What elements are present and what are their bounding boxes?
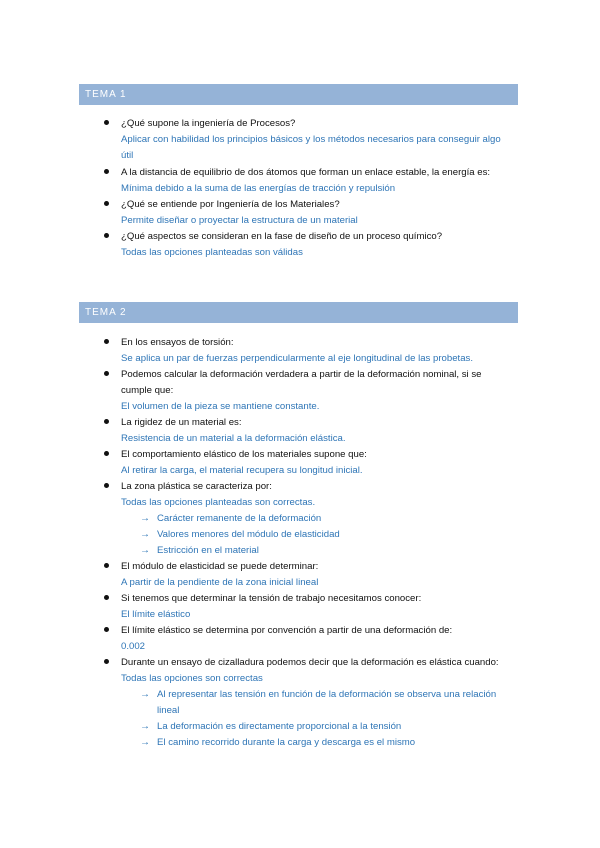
section-header-tema-1: TEMA 1 <box>79 84 518 105</box>
answer-text: Todas las opciones son correctas <box>121 673 263 684</box>
answer-text: El volumen de la pieza se mantiene constante. <box>121 401 320 412</box>
arrow-right-icon: → <box>140 513 150 524</box>
section-header-tema-2: TEMA 2 <box>79 302 518 323</box>
question-text: En los ensayos de torsión: <box>121 337 234 348</box>
question-item <box>0 367 600 415</box>
question-text: A la distancia de equilibrio de dos átomos que forman un enlace estable, la energía es: <box>121 167 491 178</box>
sub-option-list <box>121 687 514 751</box>
bullet-icon <box>104 563 109 568</box>
answer-text: Mínima debido a la suma de las energías de tracción y repulsión <box>121 183 396 194</box>
bullet-icon <box>104 233 109 238</box>
question-text: El módulo de elasticidad se puede determinar: <box>121 561 319 572</box>
answer-text: Resistencia de un material a la deformación elástica. <box>121 433 346 444</box>
question-item <box>0 165 600 197</box>
question-item <box>0 447 600 479</box>
question-item <box>0 197 600 229</box>
bullet-icon <box>104 201 109 206</box>
sub-option <box>121 543 514 559</box>
sub-option <box>121 511 514 527</box>
bullet-icon <box>104 169 109 174</box>
bullet-icon <box>104 627 109 632</box>
question-text: La zona plástica se caracteriza por: <box>121 481 272 492</box>
sub-option-text: Carácter remanente de la deformación <box>157 513 322 524</box>
answer-text: Todas las opciones planteadas son válidas <box>121 247 303 258</box>
bullet-icon <box>104 339 109 344</box>
question-item <box>0 415 600 447</box>
answer-text: Al retirar la carga, el material recupera su longitud inicial. <box>121 465 363 476</box>
question-text: ¿Qué se entiende por Ingeniería de los Materiales? <box>121 199 340 210</box>
arrow-right-icon: → <box>140 529 150 540</box>
question-item <box>0 623 600 655</box>
question-item <box>0 229 600 261</box>
arrow-right-icon: → <box>140 721 150 732</box>
question-text: Durante un ensayo de cizalladura podemos decir que la deformación es elástica cuando: <box>121 657 499 668</box>
question-text: La rigidez de un material es: <box>121 417 242 428</box>
question-list-tema-1 <box>0 116 600 261</box>
sub-option <box>121 735 514 751</box>
sub-option-text: El camino recorrido durante la carga y descarga es el mismo <box>157 737 416 748</box>
question-text: ¿Qué supone la ingeniería de Procesos? <box>121 118 296 129</box>
answer-text: A partir de la pendiente de la zona inicial lineal <box>121 577 319 588</box>
question-item <box>0 591 600 623</box>
question-text: El límite elástico se determina por convención a partir de una deformación de: <box>121 625 453 636</box>
bullet-icon <box>104 371 109 376</box>
answer-text: Todas las opciones planteadas son correctas. <box>121 497 316 508</box>
question-item <box>0 479 600 559</box>
sub-option-text: La deformación es directamente proporcional a la tensión <box>157 721 402 732</box>
question-text: El comportamiento elástico de los materiales supone que: <box>121 449 367 460</box>
question-list-tema-2 <box>0 335 600 751</box>
answer-text: Se aplica un par de fuerzas perpendicularmente al eje longitudinal de las probetas. <box>121 353 473 364</box>
answer-text: 0.002 <box>121 641 146 652</box>
question-text: ¿Qué aspectos se consideran en la fase de diseño de un proceso químico? <box>121 231 443 242</box>
sub-option-text: Valores menores del módulo de elasticidad <box>157 529 340 540</box>
sub-option-list <box>121 511 514 559</box>
arrow-right-icon: → <box>140 689 150 700</box>
bullet-icon <box>104 120 109 125</box>
sub-option-text: Al representar las tensión en función de la deformación se observa una relación lineal <box>157 689 497 716</box>
sub-option <box>121 527 514 543</box>
bullet-icon <box>104 659 109 664</box>
bullet-icon <box>104 451 109 456</box>
bullet-icon <box>104 483 109 488</box>
answer-text: Aplicar con habilidad los principios básicos y los métodos necesarios para conseguir algo útil <box>121 134 501 161</box>
sub-option-text: Estricción en el material <box>157 545 259 556</box>
bullet-icon <box>104 419 109 424</box>
sub-option <box>121 687 514 719</box>
answer-text: El límite elástico <box>121 609 191 620</box>
sub-option <box>121 719 514 735</box>
question-item <box>0 335 600 367</box>
question-item <box>0 559 600 591</box>
bullet-icon <box>104 595 109 600</box>
arrow-right-icon: → <box>140 545 150 556</box>
question-text: Podemos calcular la deformación verdadera a partir de la deformación nominal, si se cumple que: <box>121 369 482 396</box>
question-item <box>0 116 600 164</box>
question-item <box>0 655 600 751</box>
question-text: Si tenemos que determinar la tensión de trabajo necesitamos conocer: <box>121 593 422 604</box>
answer-text: Permite diseñar o proyectar la estructura de un material <box>121 215 358 226</box>
arrow-right-icon: → <box>140 737 150 748</box>
